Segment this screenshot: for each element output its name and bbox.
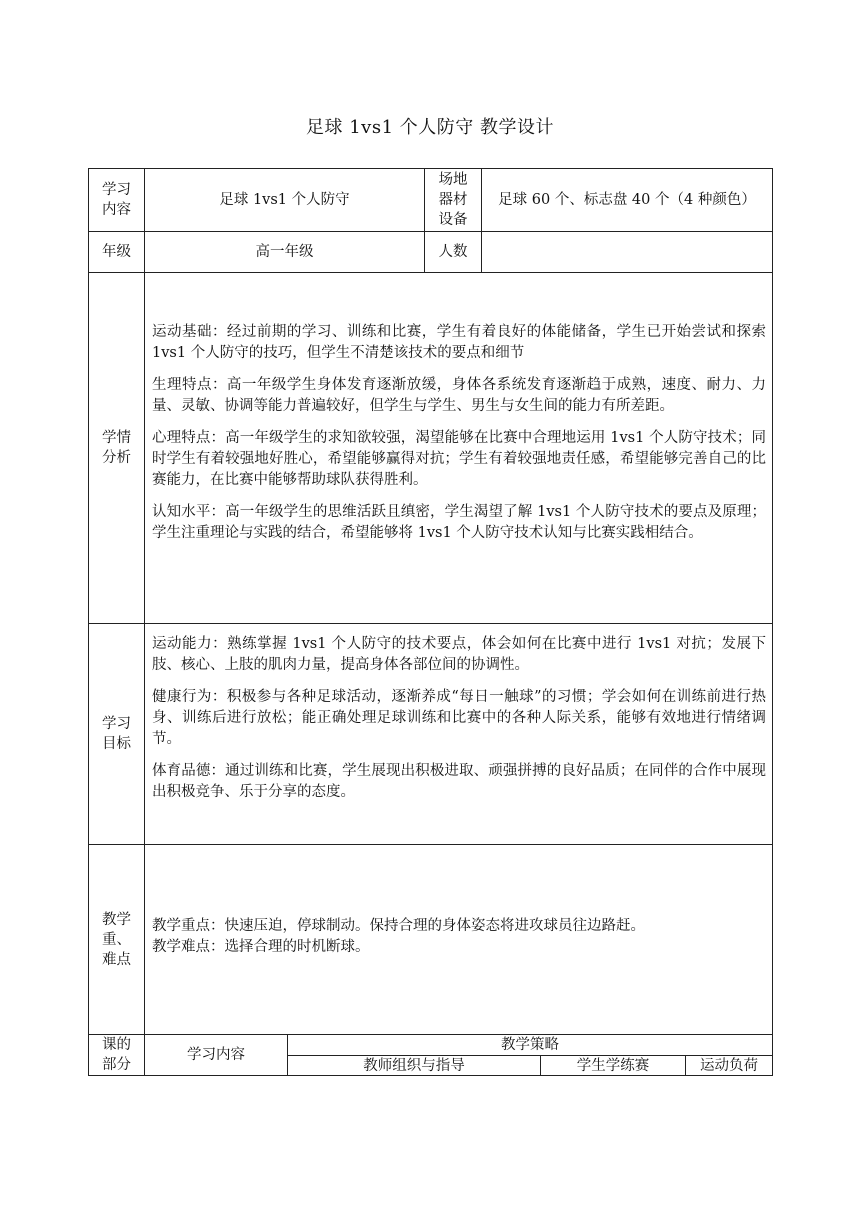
- goals-paragraph: 健康行为：积极参与各种足球活动，逐渐养成“每日一触球”的习惯；学会如何在训练前进行热身、训练后进行放松；能正确处理足球训练和比赛中的各种人际关系，能够有效地进行情绪调节。: [152, 689, 766, 747]
- goals-content: [152, 634, 766, 814]
- footer-content-label: 学习内容: [187, 1047, 245, 1063]
- goals-label: 学习目标: [102, 716, 131, 752]
- keypoints-content: [152, 916, 766, 958]
- equipment-value: 足球 60 个、标志盘 40 个（4 种颜色）: [498, 192, 756, 208]
- difficulty-line: 教学难点：选择合理的时机断球。: [152, 939, 370, 955]
- keypoints-label: 教学重、难点: [102, 911, 131, 968]
- page-title: 足球 1vs1 个人防守 教学设计: [306, 117, 554, 138]
- goals-paragraph: 体育品德：通过训练和比赛，学生展现出积极进取、顽强拼搏的良好品质；在同伴的合作中展现出积极竞争、乐于分享的态度。: [152, 763, 766, 800]
- analysis-content: [152, 322, 766, 555]
- analysis-paragraph: 运动基础：经过前期的学习、训练和比赛，学生有着良好的体能储备，学生已开始尝试和探索 1vs1 个人防守的技巧，但学生不清楚该技术的要点和细节: [152, 324, 766, 361]
- analysis-paragraph: 心理特点：高一年级学生的求知欲较强，渴望能够在比赛中合理地运用 1vs1 个人防守技术；同时学生有着较强地好胜心，希望能够赢得对抗；学生有着较强地责任感，希望能够完善自己的比赛能力，在比赛中能够帮助球队获得胜利。: [152, 430, 766, 488]
- grade-value: 高一年级: [255, 244, 314, 260]
- goals-paragraph: 运动能力：熟练掌握 1vs1 个人防守的技术要点，体会如何在比赛中进行 1vs1 对抗；发展下肢、核心、上肢的肌肉力量，提高身体各部位间的协调性。: [152, 636, 766, 673]
- strategy-label: 教学策略: [501, 1037, 559, 1053]
- analysis-paragraph: 认知水平：高一年级学生的思维活跃且缜密，学生渴望了解 1vs1 个人防守技术的要点及原理；学生注重理论与实践的结合，希望能够将 1vs1 个人防守技术认知与比赛实践相结合。: [152, 504, 766, 541]
- equipment-label: 场地器材设备: [438, 172, 468, 228]
- lesson-part-label: 课的部分: [102, 1037, 131, 1073]
- student-count-label: 人数: [438, 244, 468, 260]
- grade-label: 年级: [102, 244, 131, 260]
- keypoint-line: 教学重点：快速压迫，停球制动。保持合理的身体姿态将进攻球员往边路赶。: [152, 918, 645, 934]
- analysis-label: 学情分析: [102, 430, 131, 466]
- student-practice-label: 学生学练赛: [576, 1057, 650, 1074]
- analysis-paragraph: 生理特点：高一年级学生身体发育逐渐放缓，身体各系统发育逐渐趋于成熟，速度、耐力、力量、灵敏、协调等能力普遍较好，但学生与学生、男生与女生间的能力有所差距。: [152, 377, 766, 414]
- student-count-value: [482, 232, 772, 272]
- teacher-guidance-label: 教师组织与指导: [363, 1057, 465, 1074]
- exercise-load-label: 运动负荷: [700, 1057, 758, 1074]
- learning-content-label: 学习内容: [102, 182, 131, 218]
- learning-content-value: 足球 1vs1 个人防守: [219, 192, 350, 208]
